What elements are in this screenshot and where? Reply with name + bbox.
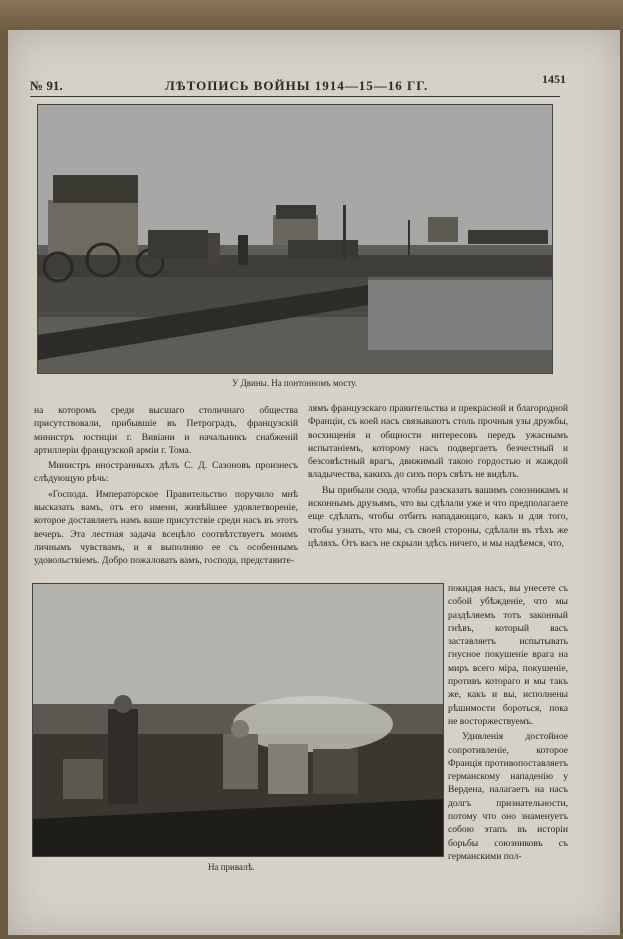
text-column-right [308, 402, 568, 552]
paragraph: «Господа. Императорское Правительство поручило мнѣ высказать вамъ, отъ его имени, живѣйшее удовлетвореніе, которое доставляетъ намъ ваше присутствіе среди насъ въ этотъ вечеръ. Эта лестная задача всецѣло соотвѣтствуетъ моимъ личнымъ чувствамъ, и я выполняю ее съ особеннымъ удовольствіемъ. Добро пожаловать вамъ, господа, представите- [34, 488, 298, 567]
text-column-narrow [448, 582, 568, 865]
paragraph: Удивленія достойное сопротивленіе, которое Франція противопоставляетъ германскому нападенію у Вердена, налагаетъ на насъ долгъ признательности, потому что оно знаменуетъ собою этапъ въ исторіи борьбы союзниковъ съ германскими пол- [448, 731, 568, 862]
paragraph: покидая насъ, вы унесете съ собой убѣжденіе, что мы раздѣляемъ тотъ законный гнѣвъ, который васъ заставляетъ испытывать гнусное покушеніе врага на миръ всего міра, покушеніе, противъ котораго и мы такъ же, какъ и вы, исполнены рѣшимости бороться, пока не восторжествуемъ. [448, 583, 568, 727]
paragraph: лямъ французскаго правительства и прекрасной и благородной Франціи, съ коей насъ связываютъ столь прочныя узы дружбы, восхищенія и общности интересовъ передъ ужаснымъ испытаніемъ, которому насъ подвергаетъ безчестный и безсовѣстный врагъ, движимый такою гордостью и жаждой владычества, какихъ до сихъ поръ свѣтъ не видѣлъ. [308, 403, 568, 481]
photo-caption: У Двины. На понтонномъ мосту. [232, 378, 358, 388]
photo-pontoon-bridge [37, 104, 553, 374]
page-number: 1451 [542, 72, 566, 86]
paragraph: Министръ иностранныхъ дѣлъ С. Д. Сазоновъ произнесъ слѣдующую рѣчь: [34, 460, 298, 485]
background-edge [0, 0, 623, 32]
paragraph: Вы прибыли сюда, чтобы разсказать вашимъ союзникамъ и исконнымъ друзьямъ, что вы сдѣлали уже и что предполагаете еще сдѣлать, чтобы отбить нападающаго, какъ и для того, чтобы узнать, что мы, съ своей стороны, сдѣлали въ тѣхъ же цѣляхъ. Отъ васъ не скрыли здѣсь ничего, и мы надѣемся, что, [308, 484, 568, 549]
photo-rest-stop [32, 583, 444, 857]
paragraph: на которомъ среди высшаго столичнаго общества присутствовали, прибывшіе въ Петроградъ, французскій министръ юстиціи г. Вивіани и начальникъ снабженій артиллеріи французской арміи г. Тома. [34, 405, 298, 456]
photo-caption: На привалѣ. [208, 862, 255, 872]
issue-number: № 91. [30, 78, 63, 93]
text-column-left [34, 404, 298, 570]
running-title: ЛѢТОПИСЬ ВОЙНЫ 1914—15—16 ГГ. [165, 78, 429, 93]
page-header [30, 72, 566, 97]
